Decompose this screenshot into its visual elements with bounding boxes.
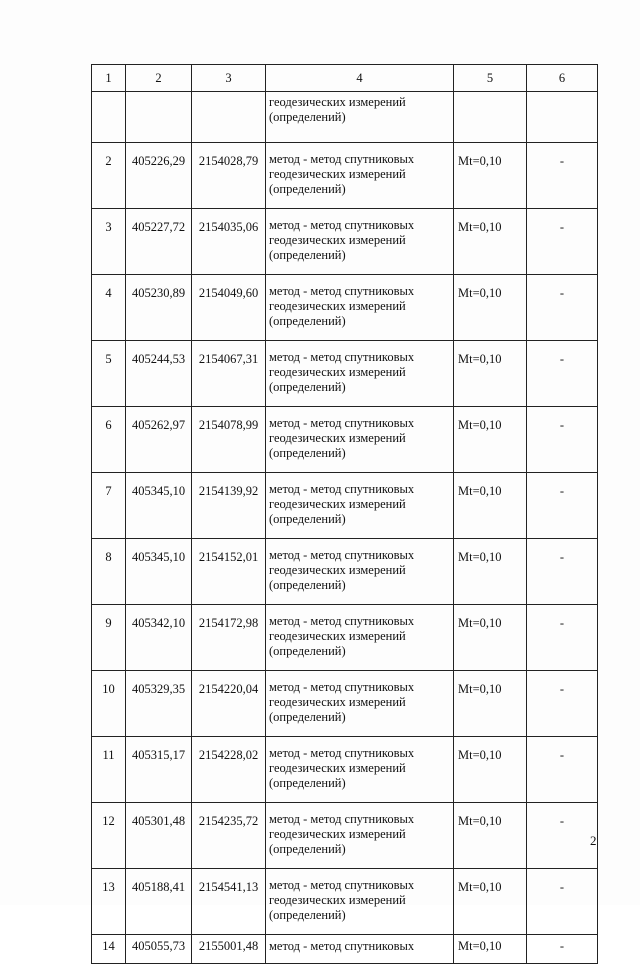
table-row-continuation <box>92 92 598 143</box>
y-coordinate-cell: 2154028,79 <box>192 143 266 209</box>
note-cell: - <box>527 935 598 964</box>
note-cell: - <box>527 275 598 341</box>
method-cell: метод - метод спутниковых геодезических измерений (определений) <box>266 671 454 737</box>
point-number-cell: 11 <box>92 737 126 803</box>
accuracy-cell: Mt=0,10 <box>454 869 527 935</box>
x-coordinate-cell: 405262,97 <box>126 407 192 473</box>
point-number-cell: 13 <box>92 869 126 935</box>
y-coordinate-cell: 2154172,98 <box>192 605 266 671</box>
note-cell: - <box>527 209 598 275</box>
note-cell: - <box>527 605 598 671</box>
x-coordinate-cell: 405342,10 <box>126 605 192 671</box>
accuracy-cell: Mt=0,10 <box>454 341 527 407</box>
x-coordinate-cell: 405230,89 <box>126 275 192 341</box>
point-number-cell: 5 <box>92 341 126 407</box>
accuracy-cell: Mt=0,10 <box>454 935 527 964</box>
method-cell: метод - метод спутниковых геодезических измерений (определений) <box>266 473 454 539</box>
y-coordinate-cell: 2154139,92 <box>192 473 266 539</box>
method-cell: метод - метод спутниковых <box>266 935 454 964</box>
point-number-cell: 10 <box>92 671 126 737</box>
table-row <box>92 407 598 473</box>
note-cell: - <box>527 869 598 935</box>
coordinates-table <box>91 64 598 964</box>
accuracy-cell: Mt=0,10 <box>454 143 527 209</box>
y-coordinate-cell: 2154035,06 <box>192 209 266 275</box>
accuracy-cell <box>454 92 527 143</box>
note-cell: - <box>527 407 598 473</box>
point-number-cell: 14 <box>92 935 126 964</box>
accuracy-cell: Mt=0,10 <box>454 737 527 803</box>
method-cell: метод - метод спутниковых геодезических измерений (определений) <box>266 737 454 803</box>
accuracy-cell: Mt=0,10 <box>454 539 527 605</box>
method-cell: геодезических измерений (определений) <box>266 92 454 143</box>
table-row <box>92 869 598 935</box>
note-cell: - <box>527 539 598 605</box>
method-cell: метод - метод спутниковых геодезических измерений (определений) <box>266 341 454 407</box>
point-number-cell: 9 <box>92 605 126 671</box>
note-cell: - <box>527 341 598 407</box>
x-coordinate-cell: 405315,17 <box>126 737 192 803</box>
method-cell: метод - метод спутниковых геодезических измерений (определений) <box>266 869 454 935</box>
note-cell: - <box>527 737 598 803</box>
x-coordinate-cell: 405226,29 <box>126 143 192 209</box>
table-row <box>92 737 598 803</box>
x-coordinate-cell: 405244,53 <box>126 341 192 407</box>
x-coordinate-cell: 405301,48 <box>126 803 192 869</box>
accuracy-cell: Mt=0,10 <box>454 473 527 539</box>
method-cell: метод - метод спутниковых геодезических измерений (определений) <box>266 803 454 869</box>
table-row <box>92 209 598 275</box>
x-coordinate-cell: 405227,72 <box>126 209 192 275</box>
y-coordinate-cell: 2154541,13 <box>192 869 266 935</box>
accuracy-cell: Mt=0,10 <box>454 407 527 473</box>
accuracy-cell: Mt=0,10 <box>454 209 527 275</box>
x-coordinate-cell <box>126 92 192 143</box>
method-cell: метод - метод спутниковых геодезических измерений (определений) <box>266 605 454 671</box>
y-coordinate-cell: 2154152,01 <box>192 539 266 605</box>
y-coordinate-cell: 2154049,60 <box>192 275 266 341</box>
x-coordinate-cell: 405188,41 <box>126 869 192 935</box>
point-number-cell <box>92 92 126 143</box>
method-cell: метод - метод спутниковых геодезических измерений (определений) <box>266 407 454 473</box>
y-coordinate-cell: 2155001,48 <box>192 935 266 964</box>
method-cell: метод - метод спутниковых геодезических измерений (определений) <box>266 209 454 275</box>
page-number: 2 <box>590 833 597 848</box>
header-cell: 1 <box>92 65 126 92</box>
point-number-cell: 12 <box>92 803 126 869</box>
note-cell: - <box>527 473 598 539</box>
x-coordinate-cell: 405345,10 <box>126 473 192 539</box>
x-coordinate-cell: 405055,73 <box>126 935 192 964</box>
point-number-cell: 2 <box>92 143 126 209</box>
header-cell: 6 <box>527 65 598 92</box>
table-header-row <box>92 65 598 92</box>
note-cell: - <box>527 671 598 737</box>
table-row <box>92 671 598 737</box>
y-coordinate-cell <box>192 92 266 143</box>
point-number-cell: 4 <box>92 275 126 341</box>
header-cell: 3 <box>192 65 266 92</box>
x-coordinate-cell: 405345,10 <box>126 539 192 605</box>
note-cell: - <box>527 803 598 869</box>
point-number-cell: 7 <box>92 473 126 539</box>
table-row <box>92 803 598 869</box>
y-coordinate-cell: 2154078,99 <box>192 407 266 473</box>
table-row <box>92 605 598 671</box>
method-cell: метод - метод спутниковых геодезических измерений (определений) <box>266 143 454 209</box>
table-row <box>92 539 598 605</box>
table-row <box>92 935 598 964</box>
header-cell: 2 <box>126 65 192 92</box>
table-row <box>92 341 598 407</box>
table-row <box>92 473 598 539</box>
accuracy-cell: Mt=0,10 <box>454 275 527 341</box>
accuracy-cell: Mt=0,10 <box>454 671 527 737</box>
point-number-cell: 6 <box>92 407 126 473</box>
table-row <box>92 275 598 341</box>
y-coordinate-cell: 2154067,31 <box>192 341 266 407</box>
point-number-cell: 3 <box>92 209 126 275</box>
accuracy-cell: Mt=0,10 <box>454 605 527 671</box>
method-cell: метод - метод спутниковых геодезических измерений (определений) <box>266 275 454 341</box>
y-coordinate-cell: 2154228,02 <box>192 737 266 803</box>
y-coordinate-cell: 2154220,04 <box>192 671 266 737</box>
header-cell: 4 <box>266 65 454 92</box>
note-cell <box>527 92 598 143</box>
note-cell: - <box>527 143 598 209</box>
x-coordinate-cell: 405329,35 <box>126 671 192 737</box>
method-cell: метод - метод спутниковых геодезических измерений (определений) <box>266 539 454 605</box>
accuracy-cell: Mt=0,10 <box>454 803 527 869</box>
point-number-cell: 8 <box>92 539 126 605</box>
header-cell: 5 <box>454 65 527 92</box>
table-row <box>92 143 598 209</box>
y-coordinate-cell: 2154235,72 <box>192 803 266 869</box>
